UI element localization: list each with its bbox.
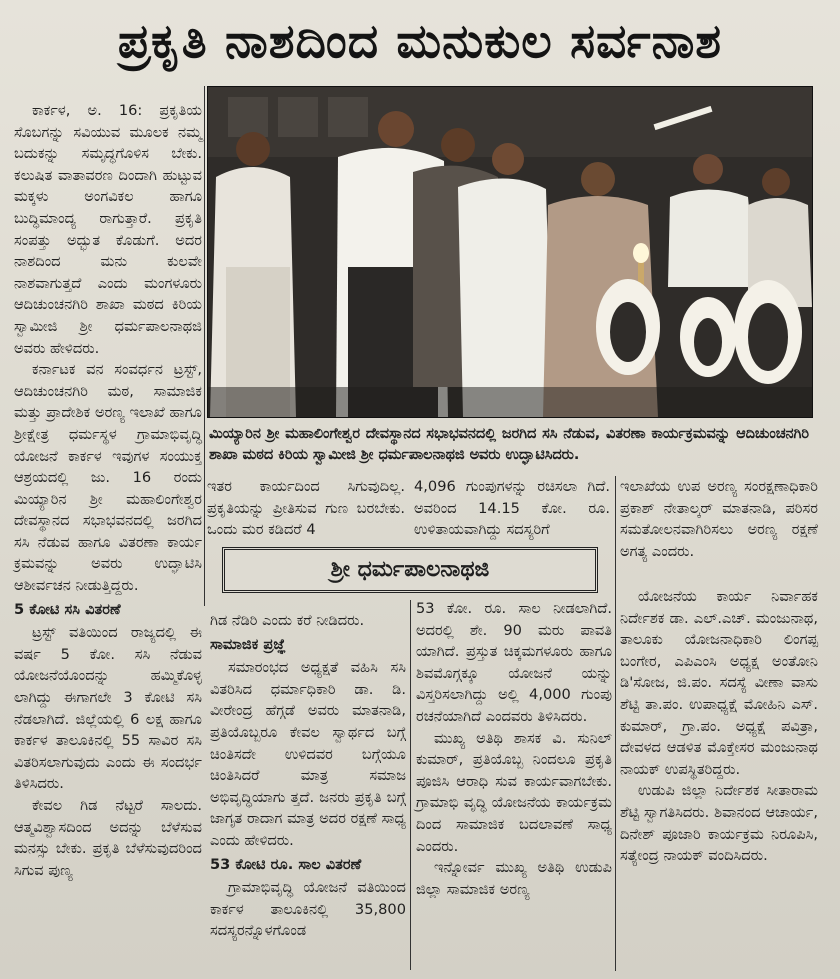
- photo-caption: ಮಿಯ್ಯಾರಿನ ಶ್ರೀ ಮಹಾಲಿಂಗೇಶ್ವರ ದೇವಸ್ಥಾನದ ಸಭಾಭವನದಲ್ಲಿ ಜರಗಿದ ಸಸಿ ನೆಡುವ, ವಿತರಣಾ ಕಾರ್ಯಕ್ರಮವನ್ನು ಆದಿಚುಂಚನಗಿರಿ ಶಾಖಾ ಮಠದ ಕಿರಿಯ ಸ್ವಾಮೀಜಿ ಶ್ರೀ ಧರ್ಮಪಾಲನಾಥಜಿ ಅವರು ಉದ್ಘಾಟಿಸಿದರು.: [209, 426, 809, 463]
- left-paragraph-1: ಕಾರ್ಕಳ, ಅ. 16: ಪ್ರಕೃತಿಯ ಸೊಬಗನ್ನು ಸವಿಯುವ ಮೂಲಕ ನಮ್ಮ ಬದುಕನ್ನು ಸಮೃದ್ಧಗೊಳಿಸ ಬೇಕು. ಕಲುಷಿತ ವಾತಾವರಣ ದಿಂದಾಗಿ ಹುಟ್ಟುವ ಮಕ್ಕಳು ಅಂಗವಿಕಲ ಹಾಗೂ ಬುದ್ಧಿಮಾಂದ್ಯ ರಾಗುತ್ತಾರೆ. ಪ್ರಕೃತಿ ಸಂಪತ್ತು ಅದ್ಭುತ ಕೊಡುಗೆ. ಅದರ ನಾಶದಿಂದ ಮನು ಕುಲವೇ ನಾಶವಾಗುತ್ತದೆ ಎಂದು ಮಂಗಳೂರು ಆದಿಚುಂಚನಗಿರಿ ಶಾಖಾ ಮಠದ ಕಿರಿಯ ಸ್ವಾಮೀಜಿ ಶ್ರೀ ಧರ್ಮಪಾಲನಾಥಜಿ ಅವರು ಹೇಳಿದರು.: [14, 102, 202, 357]
- col2-top-text: ಇತರ ಕಾರ್ಯದಿಂದ ಸಿಗುವುದಿಲ್ಲ. ಪ್ರಕೃತಿಯನ್ನು ಪ್ರೀತಿಸುವ ಗುಣ ಬರಬೇಕು. ಒಂದು ಮರ ಕಡಿದರೆ 4: [207, 478, 405, 539]
- col2-subheading-1: ಸಾಮಾಜಿಕ ಪ್ರಜ್ಞೆ: [210, 635, 286, 653]
- col2-bottom: [210, 610, 406, 942]
- col4-body-2: ಉಡುಪಿ ಜಿಲ್ಲಾ ನಿರ್ದೇಶಕ ಸೀತಾರಾಮ ಶೆಟ್ಟಿ ಸ್ವಾಗತಿಸಿದರು. ಶಿವಾನಂದ ಆಚಾರ್ಯ, ದಿನೇಶ್ ಪೂಜಾರಿ ಕಾರ್ಯಕ್ರಮ ನಿರೂಪಿಸಿ, ಸತ್ಯೇಂದ್ರ ನಾಯಕ್ ವಂದಿಸಿದರು.: [620, 782, 818, 865]
- col3-body: 53 ಕೋ. ರೂ. ಸಾಲ ನೀಡಲಾಗಿದೆ. ಅದರಲ್ಲಿ ಶೇ. 90 ಮರು ಪಾವತಿ ಯಾಗಿದೆ. ಪ್ರಸ್ತುತ ಚಿಕ್ಕಮಗಳೂರು ಹಾಗೂ ಶಿವಮೊಗ್ಗಕ್ಕೂ ಯೋಜನೆ ಯನ್ನು ವಿಸ್ತರಿಸಲಾಗಿದ್ದು ಅಲ್ಲಿ 4,000 ಗುಂಪು ರಚನೆಯಾಗಿದೆ ಎಂದವರು ತಿಳಿಸಿದರು.: [416, 600, 612, 725]
- column-rule: [204, 86, 205, 606]
- col3-top: [414, 476, 610, 541]
- col3-body-2: ಮುಖ್ಯ ಅತಿಥಿ ಶಾಸಕ ವಿ. ಸುನಿಲ್ ಕುಮಾರ್, ಪ್ರತಿಯೊಬ್ಬ ನಿಂದಲೂ ಪ್ರಕೃತಿ ಪೂಜಿಸಿ ಆರಾಧಿ ಸುವ ಕಾರ್ಯವಾಗಬೇಕು. ಗ್ರಾಮಾಭಿ ವೃದ್ಧಿ ಯೋಜನೆಯ ಕಾರ್ಯಕ್ರಮ ದಿಂದ ಸಾಮಾಜಿಕ ಬದಲಾವಣೆ ಸಾಧ್ಯ ಎಂದರು.: [416, 729, 612, 855]
- col4-body: ಯೋಜನೆಯ ಕಾರ್ಯ ನಿರ್ವಾಹಕ ನಿರ್ದೇಶಕ ಡಾ. ಎಲ್.ಎಚ್. ಮಂಜುನಾಥ, ತಾಲೂಕು ಯೋಜನಾಧಿಕಾರಿ ಲಿಂಗಪ್ಪ ಬಂಗೇರ, ಎಪಿಎಂಸಿ ಅಧ್ಯಕ್ಷ ಅಂತೋನಿ ಡಿ'ಸೋಜ, ಜಿ.ಪಂ. ಸದಸ್ಯೆ ವೀಣಾ ವಾಸು ಶೆಟ್ಟಿ ತಾ.ಪಂ. ಉಪಾಧ್ಯಕ್ಷೆ ಮೋಹಿನಿ ಎಸ್. ಕುಮಾರ್, ಗ್ರಾ.ಪಂ. ಅಧ್ಯಕ್ಷೆ ಪವಿತ್ರಾ, ದೇವಳದ ಆಡಳಿತ ಮೊಕ್ತೇಸರ ಮಂಜುನಾಥ ನಾಯಕ್ ಉಪಸ್ಥಿತರಿದ್ದರು.: [620, 588, 818, 778]
- left-column: [14, 100, 202, 881]
- headline: ಪ್ರಕೃತಿ ನಾಶದಿಂದ ಮನುಕುಲ ಸರ್ವನಾಶ: [117, 14, 723, 69]
- col3-body-3: ಇನ್ನೋರ್ವ ಮುಖ್ಯ ಅತಿಥಿ ಉಡುಪಿ ಜಿಲ್ಲಾ ಸಾಮಾಜಿಕ ಅರಣ್ಯ: [416, 859, 612, 898]
- news-photo: [207, 86, 813, 418]
- left-paragraph-4: ಕೇವಲ ಗಿಡ ನೆಟ್ಟರೆ ಸಾಲದು. ಆತ್ಮವಿಶ್ವಾಸದಿಂದ ಅದನ್ನು ಬೆಳೆಸುವ ಮನಸ್ಸು ಬೇಕು. ಪ್ರಕೃತಿ ಬೆಳೆಸುವುದರಿಂದ ಸಿಗುವ ಪುಣ್ಯ: [14, 797, 202, 879]
- column-rule: [410, 600, 411, 970]
- col2-body: ಸಮಾರಂಭದ ಅಧ್ಯಕ್ಷತೆ ವಹಿಸಿ ಸಸಿ ವಿತರಿಸಿದ ಧರ್ಮಾಧಿಕಾರಿ ಡಾ. ಡಿ. ವೀರೇಂದ್ರ ಹೆಗ್ಗಡೆ ಅವರು ಮಾತನಾಡಿ, ಪ್ರತಿಯೊಬ್ಬರೂ ಕೇವಲ ಸ್ವಾರ್ಥದ ಬಗ್ಗೆ ಚಿಂತಿಸದೇ ಉಳಿದವರ ಬಗ್ಗೆಯೂ ಚಿಂತಿಸಿದರೆ ಮಾತ್ರ ಸಮಾಜ ಅಭಿವೃದ್ಧಿಯಾಗು ತ್ತದೆ. ಜನರು ಪ್ರಕೃತಿ ಬಗ್ಗೆ ಜಾಗೃತ ರಾದಾಗ ಮಾತ್ರ ಅದರ ರಕ್ಷಣೆ ಸಾಧ್ಯ ಎಂದು ಹೇಳಿದರು.: [210, 659, 406, 849]
- col2-subheading-2: 53 ಕೋಟಿ ರೂ. ಸಾಲ ವಿತರಣೆ: [210, 855, 362, 873]
- col3-bottom: [416, 598, 612, 900]
- photo-illustration: [208, 87, 812, 417]
- column-rule: [615, 476, 616, 971]
- col2-body-2: ಗ್ರಾಮಾಭಿವೃದ್ಧಿ ಯೋಜನೆ ವತಿಯಿಂದ ಕಾರ್ಕಳ ತಾಲೂಕಿನಲ್ಲಿ 35,800 ಸದಸ್ಯರನ್ನೊಳಗೊಂಡ: [210, 879, 406, 940]
- boxed-title: ಶ್ರೀ ಧರ್ಮಪಾಲನಾಥಜಿ: [222, 547, 598, 593]
- left-paragraph-3: ಟ್ರಸ್ಟ್ ವತಿಯಿಂದ ರಾಜ್ಯದಲ್ಲಿ ಈ ವರ್ಷ 5 ಕೋ. ಸಸಿ ನೆಡುವ ಯೋಜನೆಯೊಂದನ್ನು ಹಮ್ಮಿಕೊಳ್ಳ ಲಾಗಿದ್ದು ಈಗಾಗಲೇ 3 ಕೋಟಿ ಸಸಿ ನೆಡಲಾಗಿದೆ. ಜಿಲ್ಲೆಯಲ್ಲಿ 6 ಲಕ್ಷ ಹಾಗೂ ಕಾರ್ಕಳ ತಾಲೂಕಿನಲ್ಲಿ 55 ಸಾವಿರ ಸಸಿ ವಿತರಿಸಲಾಗುವುದು ಎಂದು ಈ ಸಂದರ್ಭ ತಿಳಿಸಿದರು.: [14, 624, 202, 793]
- left-subheading: 5 ಕೋಟಿ ಸಸಿ ವಿತರಣೆ: [14, 600, 121, 618]
- col4-top: [620, 476, 818, 562]
- col3-top-text: 4,096 ಗುಂಪುಗಳನ್ನು ರಚಿಸಲಾ ಗಿದೆ. ಅವರಿಂದ 14.15 ಕೋ. ರೂ. ಉಳಿತಾಯವಾಗಿದ್ದು ಸದಸ್ಯರಿಗೆ: [414, 478, 610, 539]
- col4-bottom: [620, 586, 818, 867]
- col2-top: [207, 476, 405, 541]
- col4-top-text: ಇಲಾಖೆಯ ಉಪ ಅರಣ್ಯ ಸಂರಕ್ಷಣಾಧಿಕಾರಿ ಪ್ರಕಾಶ್ ನೇತಾಲ್ಕರ್ ಮಾತನಾಡಿ, ಪರಿಸರ ಸಮತೋಲನವಾಗಿರಿಸಲು ಅರಣ್ಯ ರಕ್ಷಣೆ ಅಗತ್ಯ ಎಂದರು.: [620, 478, 818, 560]
- col2-lead: ಗಿಡ ನೆಡಿರಿ ಎಂದು ಕರೆ ನೀಡಿದರು.: [210, 612, 365, 629]
- left-paragraph-2: ಕರ್ನಾಟಕ ವನ ಸಂವರ್ಧನ ಟ್ರಸ್ಟ್, ಆದಿಚುಂಚನಗಿರಿ ಮಠ, ಸಾಮಾಜಿಕ ಮತ್ತು ಪ್ರಾದೇಶಿಕ ಅರಣ್ಯ ಇಲಾಖೆ ಹಾಗೂ ಶ್ರೀಕ್ಷೇತ್ರ ಧರ್ಮಸ್ಥಳ ಗ್ರಾಮಾಭಿವೃದ್ಧಿ ಯೋಜನೆ ಕಾರ್ಕಳ ಇವುಗಳ ಸಂಯುಕ್ತ ಆಶ್ರಯದಲ್ಲಿ ಜು. 16 ರಂದು ಮಿಯ್ಯಾರಿನ ಶ್ರೀ ಮಹಾಲಿಂಗೇಶ್ವರ ದೇವಸ್ಥಾನದ ಸಭಾಭವನದಲ್ಲಿ ಜರಗಿದ ಸಸಿ ನೆಡುವ ಹಾಗೂ ವಿತರಣಾ ಕಾರ್ಯ ಕ್ರಮವನ್ನು ಅವರು ಉದ್ಘಾಟಿಸಿ ಆಶೀರ್ವಚನ ನೀಡುತ್ತಿದ್ದರು.: [14, 361, 202, 595]
